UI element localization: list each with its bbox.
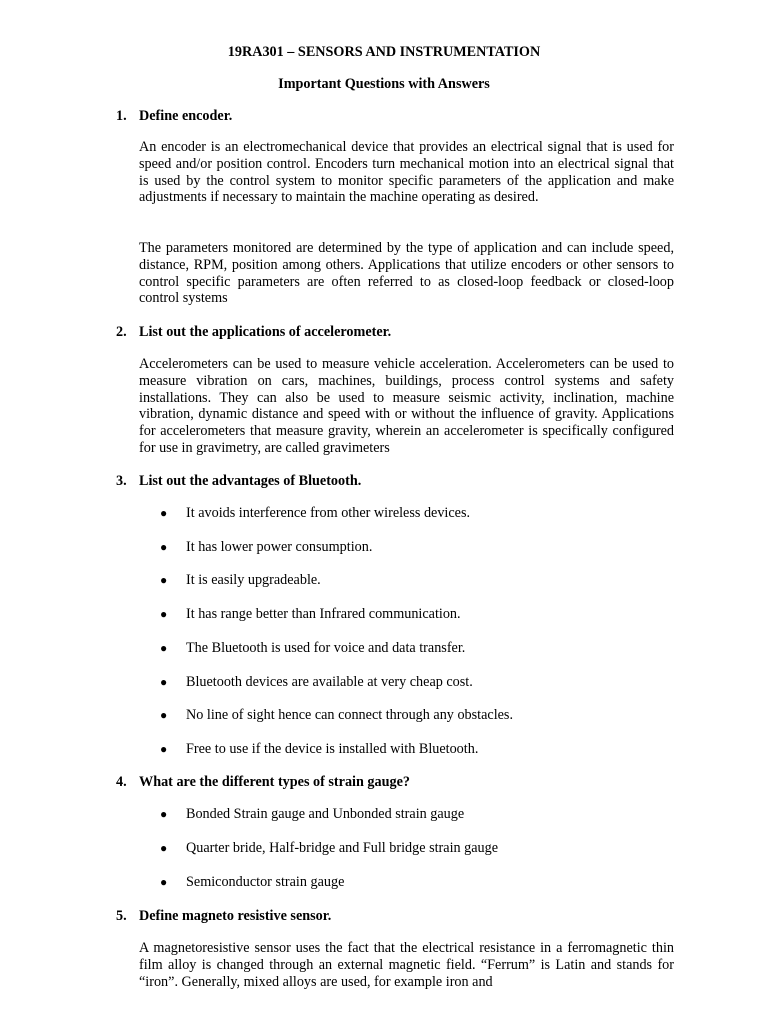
bullet-icon: ● <box>160 607 168 621</box>
list-item-text: Bluetooth devices are available at very cheap cost. <box>186 674 473 690</box>
list-item-text: It has range better than Infrared communication. <box>186 606 461 622</box>
document-title: 19RA301 – SENSORS AND INSTRUMENTATION <box>227 44 541 60</box>
question-5-heading <box>116 908 331 925</box>
question-number: 4. <box>116 774 127 790</box>
question-title: Define encoder. <box>139 108 233 124</box>
list-item-text: Semiconductor strain gauge <box>186 874 345 890</box>
question-2-answer-paragraph-1: Accelerometers can be used to measure vehicle acceleration. Accelerometers can be used to measure vibration on cars, machines, buildings, process control systems and safety installations. They can also be used to measure seismic activity, inclination, machine vibration, dynamic distance and speed with or without the influence of gravity. Applications for accelerometers that measure gravity, wherein an accelerometer is specifically configured for use in gravimetry, are called gravimeters <box>139 356 674 456</box>
bullet-icon: ● <box>160 540 168 554</box>
question-1-answer-paragraph-1: An encoder is an electromechanical device that provides an electrical signal that is used for speed and/or position control. Encoders turn mechanical motion into an electrical signal that is used by the control system to monitor specific parameters of the application and make adjustments if necessary to maintain the machine operating as desired. <box>139 139 674 206</box>
list-item-text: It has lower power consumption. <box>186 539 373 555</box>
question-title: What are the different types of strain gauge? <box>139 774 410 790</box>
bullet-icon: ● <box>160 675 168 689</box>
list-item <box>160 505 470 522</box>
list-item <box>160 572 321 589</box>
bullet-icon: ● <box>160 708 168 722</box>
list-item <box>160 674 473 691</box>
question-4-heading <box>116 774 410 791</box>
bullet-icon: ● <box>160 506 168 520</box>
bullet-icon: ● <box>160 573 168 587</box>
question-number: 1. <box>116 108 127 124</box>
question-1-heading <box>116 108 232 125</box>
question-number: 3. <box>116 473 127 489</box>
list-item-text: The Bluetooth is used for voice and data transfer. <box>186 640 466 656</box>
question-number: 2. <box>116 324 127 340</box>
list-item-text: Quarter bride, Half-bridge and Full bridge strain gauge <box>186 840 499 856</box>
bullet-icon: ● <box>160 807 168 821</box>
list-item <box>160 606 461 623</box>
list-item <box>160 539 372 556</box>
bullet-icon: ● <box>160 641 168 655</box>
question-2-heading <box>116 324 391 341</box>
question-1-answer-paragraph-2: The parameters monitored are determined by the type of application and can include speed, distance, RPM, position among others. Applications that utilize encoders or other sensors to control specific parameters are often referred to as closed-loop feedback or closed-loop control systems <box>139 240 674 307</box>
question-title: List out the advantages of Bluetooth. <box>139 473 362 489</box>
list-item <box>160 707 513 724</box>
document-subtitle: Important Questions with Answers <box>278 76 490 92</box>
question-number: 5. <box>116 908 127 924</box>
list-item <box>160 806 464 823</box>
bullet-icon: ● <box>160 841 168 855</box>
list-item-text: Free to use if the device is installed with Bluetooth. <box>186 741 479 757</box>
list-item-text: Bonded Strain gauge and Unbonded strain gauge <box>186 806 465 822</box>
list-item-text: It is easily upgradeable. <box>186 572 321 588</box>
question-5-answer-paragraph-1: A magnetoresistive sensor uses the fact that the electrical resistance in a ferromagnetic thin film alloy is changed through an external magnetic field. “Ferrum” is Latin and stands for “iron”. Generally, mixed alloys are used, for example iron and <box>139 940 674 990</box>
question-3-heading <box>116 473 361 490</box>
list-item-text: It avoids interference from other wireless devices. <box>186 505 471 521</box>
list-item <box>160 840 498 857</box>
bullet-icon: ● <box>160 742 168 756</box>
list-item <box>160 874 344 891</box>
list-item-text: No line of sight hence can connect through any obstacles. <box>186 707 513 723</box>
list-item <box>160 741 478 758</box>
bullet-icon: ● <box>160 875 168 889</box>
list-item <box>160 640 465 657</box>
question-title: List out the applications of accelerometer. <box>139 324 392 340</box>
question-title: Define magneto resistive sensor. <box>139 908 332 924</box>
